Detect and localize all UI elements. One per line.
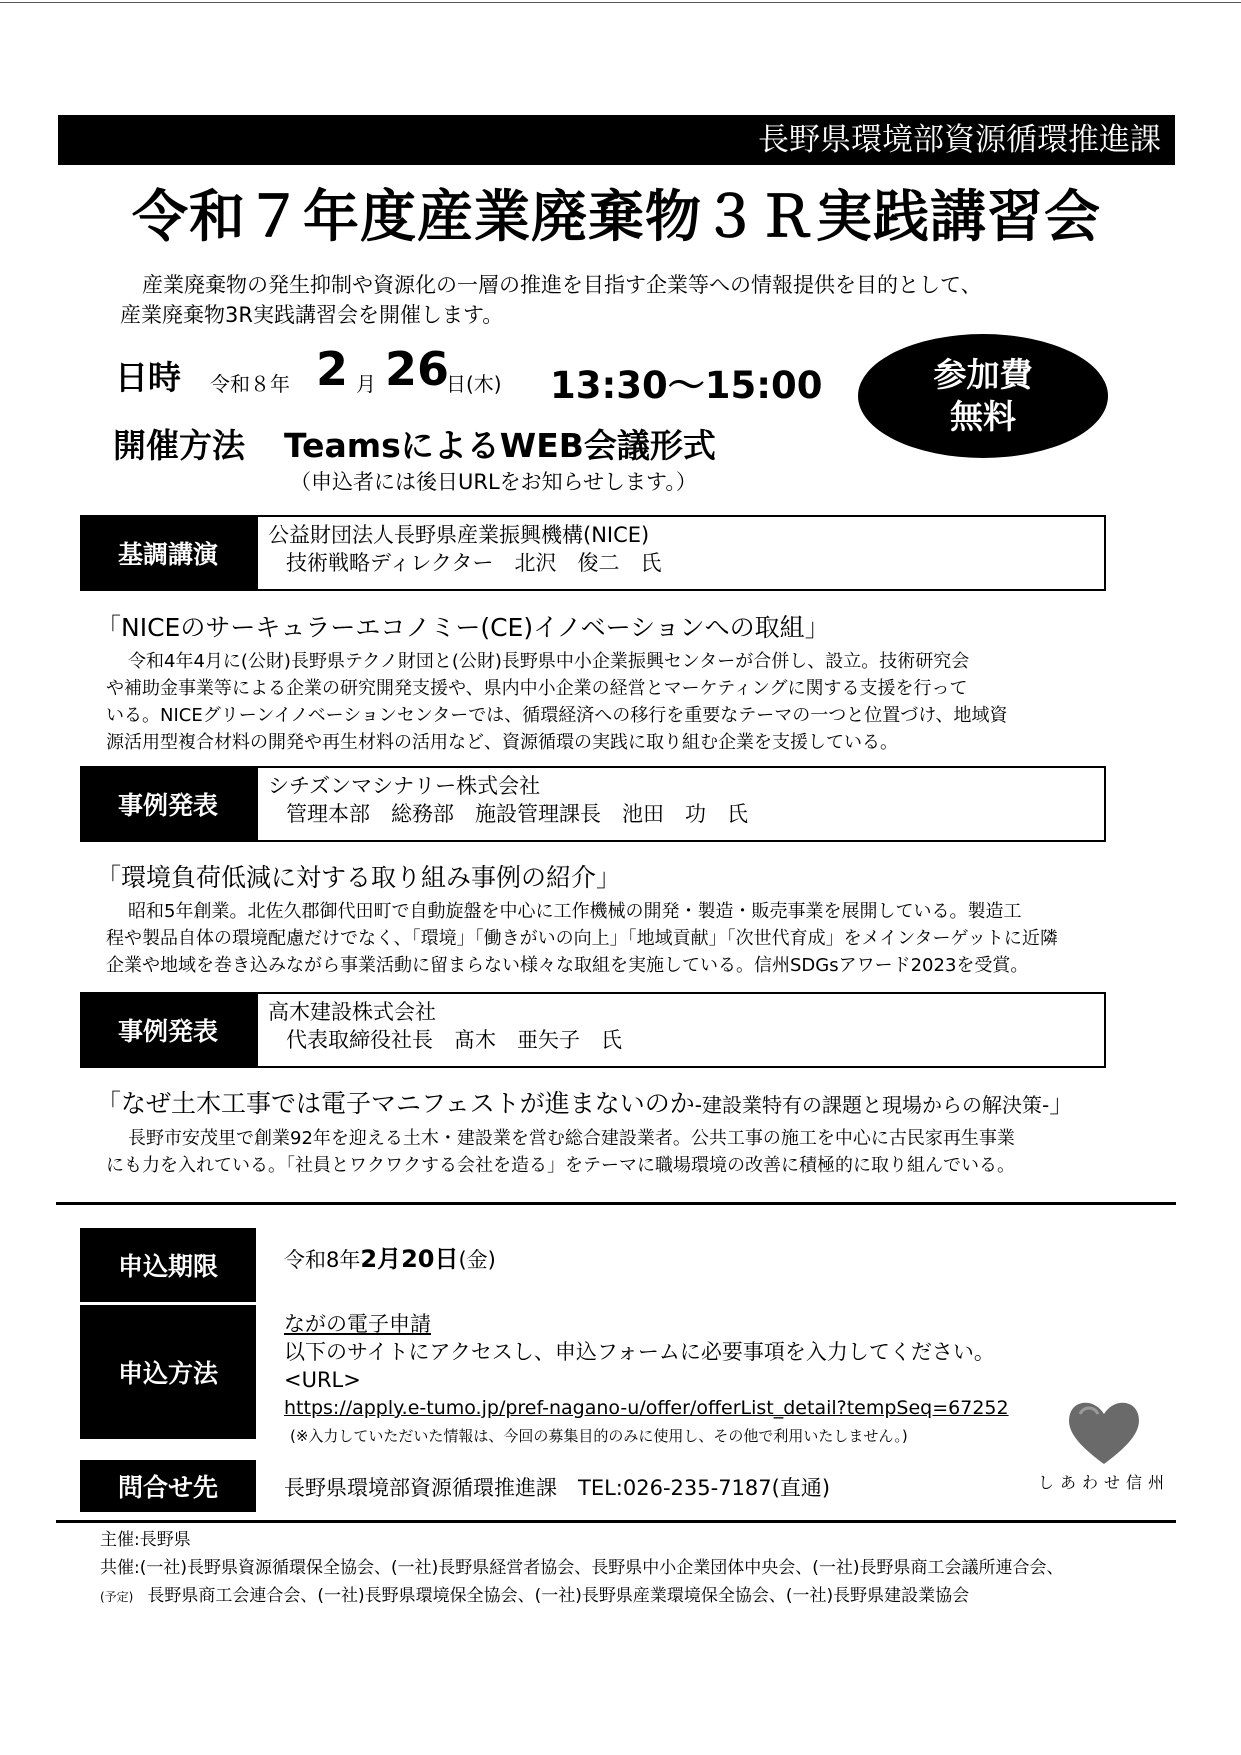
talk-description-line: 程や製品自体の環境配慮だけでなく、「環境」「働きがいの向上」「地域貢献」「次世代育成」をメインターゲットに近隣 <box>106 928 1058 949</box>
footer-host: 主催:長野県 <box>100 1530 191 1550</box>
talk-description-line: 令和4年4月に(公財)長野県テクノ財団と(公財)長野県中小企業振興センターが合併し、設立。技術研究会 <box>128 651 970 672</box>
divider <box>56 1202 1176 1205</box>
application-url-link[interactable]: https://apply.e-tumo.jp/pref-nagano-u/offer/offerList_detail?tempSeq=67252 <box>284 1397 1009 1419</box>
section-label-keynote: 基調講演 <box>80 515 256 591</box>
section-label-case-1: 事例発表 <box>80 766 256 842</box>
talk-description-line: 長野市安茂里で創業92年を迎える土木・建設業を営む総合建設業者。公共工事の施工を中心に古民家再生事業 <box>128 1128 1015 1149</box>
contact-value: 長野県環境部資源循環推進課 TEL:026-235-7187(直通) <box>284 1476 831 1500</box>
method-value: TeamsによるWEB会議形式 <box>284 426 716 465</box>
speaker-org: 高木建設株式会社 <box>268 1000 436 1024</box>
heart-logo-icon <box>1066 1398 1142 1466</box>
talk-description <box>106 898 1166 979</box>
datetime-label: 日時 <box>115 358 181 397</box>
fee-badge-line: 無料 <box>950 397 1016 436</box>
application-service-link[interactable]: ながの電子申請 <box>284 1312 431 1336</box>
footer <box>100 1526 1200 1611</box>
talk-description-line: や補助金事業等による企業の研究開発支援や、県内中小企業の経営とマーケティングに関する支援を行って <box>106 678 968 699</box>
footer-cohost: 長野県商工会連合会、(一社)長野県環境保全協会、(一社)長野県産業環境保全協会、(一社)長野県建設業協会 <box>147 1586 970 1606</box>
speaker-box-case-1 <box>256 766 1106 842</box>
intro-line: 産業廃棄物の発生抑制や資源化の一層の推進を目指す企業等への情報提供を目的として、 <box>142 273 982 297</box>
talk-description-line: 源活用型複合材料の開発や再生材料の活用など、資源循環の実践に取り組む企業を支援している。 <box>106 732 898 753</box>
talk-description-line: にも力を入れている。「社員とワクワクする会社を造る」をテーマに職場環境の改善に積極的に取り組んでいる。 <box>106 1155 1015 1176</box>
method-note: （申込者には後日URLをお知らせします。） <box>290 470 697 494</box>
speaker-name: 技術戦略ディレクター 北沢 俊二 氏 <box>286 551 662 575</box>
method-of-application-label: 申込方法 <box>80 1305 256 1439</box>
footer-cohost: 共催:(一社)長野県資源循環保全協会、(一社)長野県経営者協会、長野県中小企業団体中央会、(一社)長野県商工会議所連合会、 <box>100 1558 1064 1578</box>
talk-subtitle: -建設業特有の課題と現場からの解決策- <box>694 1093 1050 1117</box>
datetime-time: 13:30〜15:00 <box>550 364 823 407</box>
talk-description <box>106 648 1166 756</box>
page-title: 令和７年度産業廃棄物３Ｒ実践講習会 <box>132 185 1101 250</box>
speaker-org: 公益財団法人長野県産業振興機構(NICE) <box>268 523 650 547</box>
speaker-name: 代表取締役社長 髙木 亜矢子 氏 <box>286 1028 622 1052</box>
speaker-box-keynote <box>256 515 1106 591</box>
talk-title-close: 」 <box>1049 1089 1075 1118</box>
talk-title-main: 「なぜ土木工事では電子マニフェストが進まないのか <box>96 1089 695 1118</box>
talk-description-line: 昭和5年創業。北佐久郡御代田町で自動旋盤を中心に工作機械の開発・製造・販売事業を展開している。製造工 <box>128 901 1022 922</box>
deadline-value <box>284 1245 496 1274</box>
application-privacy-note: (※入力していただいた情報は、今回の募集目的のみに使用し、その他で利用いたしません。) <box>290 1427 908 1445</box>
contact-label: 問合せ先 <box>80 1460 256 1512</box>
talk-description-line: 企業や地域を巻き込みながら事業活動に留まらない様々な取組を実施している。信州SDGsアワード2023を受賞。 <box>106 955 1029 976</box>
intro-text <box>120 270 1120 330</box>
deadline-date: 2月20日 <box>360 1245 459 1273</box>
speaker-box-case-2 <box>256 992 1106 1068</box>
method-label: 開催方法 <box>113 426 245 465</box>
intro-line: 産業廃棄物3R実践講習会を開催します。 <box>120 303 504 327</box>
deadline-day-of-week: (金) <box>458 1248 496 1272</box>
speaker-org: シチズンマシナリー株式会社 <box>268 774 541 798</box>
speaker-name: 管理本部 総務部 施設管理課長 池田 功 氏 <box>286 802 748 826</box>
talk-title: 「環境負荷低減に対する取り組み事例の紹介」 <box>96 863 622 892</box>
section-label-case-2: 事例発表 <box>80 992 256 1068</box>
talk-description-line: いる。NICEグリーンイノベーションセンターでは、循環経済への移行を重要なテーマの一つと位置づけ、地域資 <box>106 705 1008 726</box>
datetime-era: 令和８年 <box>210 372 290 396</box>
talk-title <box>96 1084 1074 1120</box>
deadline-label: 申込期限 <box>80 1228 256 1302</box>
logo-text: しあわせ信州 <box>1038 1473 1171 1492</box>
datetime-day-of-week: 日(木) <box>446 372 502 396</box>
datetime-day: 26 <box>385 342 450 396</box>
datetime-month-unit: 月 <box>356 372 376 396</box>
talk-description <box>106 1125 1166 1179</box>
fee-badge-line: 参加費 <box>933 355 1033 394</box>
fee-badge <box>858 334 1108 458</box>
application-url-label: <URL> <box>284 1368 361 1392</box>
datetime-month: 2 <box>316 342 349 396</box>
page-top-edge <box>0 2 1241 3</box>
divider <box>56 1520 1176 1523</box>
department-banner: 長野県環境部資源循環推進課 <box>58 115 1175 165</box>
talk-title: 「NICEのサーキュラーエコノミー(CE)イノベーションへの取組」 <box>96 613 830 642</box>
deadline-era: 令和8年 <box>284 1248 361 1272</box>
method-of-application-value <box>284 1310 1044 1450</box>
footer-cohost-note: (予定) <box>100 1590 134 1604</box>
application-instruction: 以下のサイトにアクセスし、申込フォームに必要事項を入力してください。 <box>284 1340 995 1364</box>
